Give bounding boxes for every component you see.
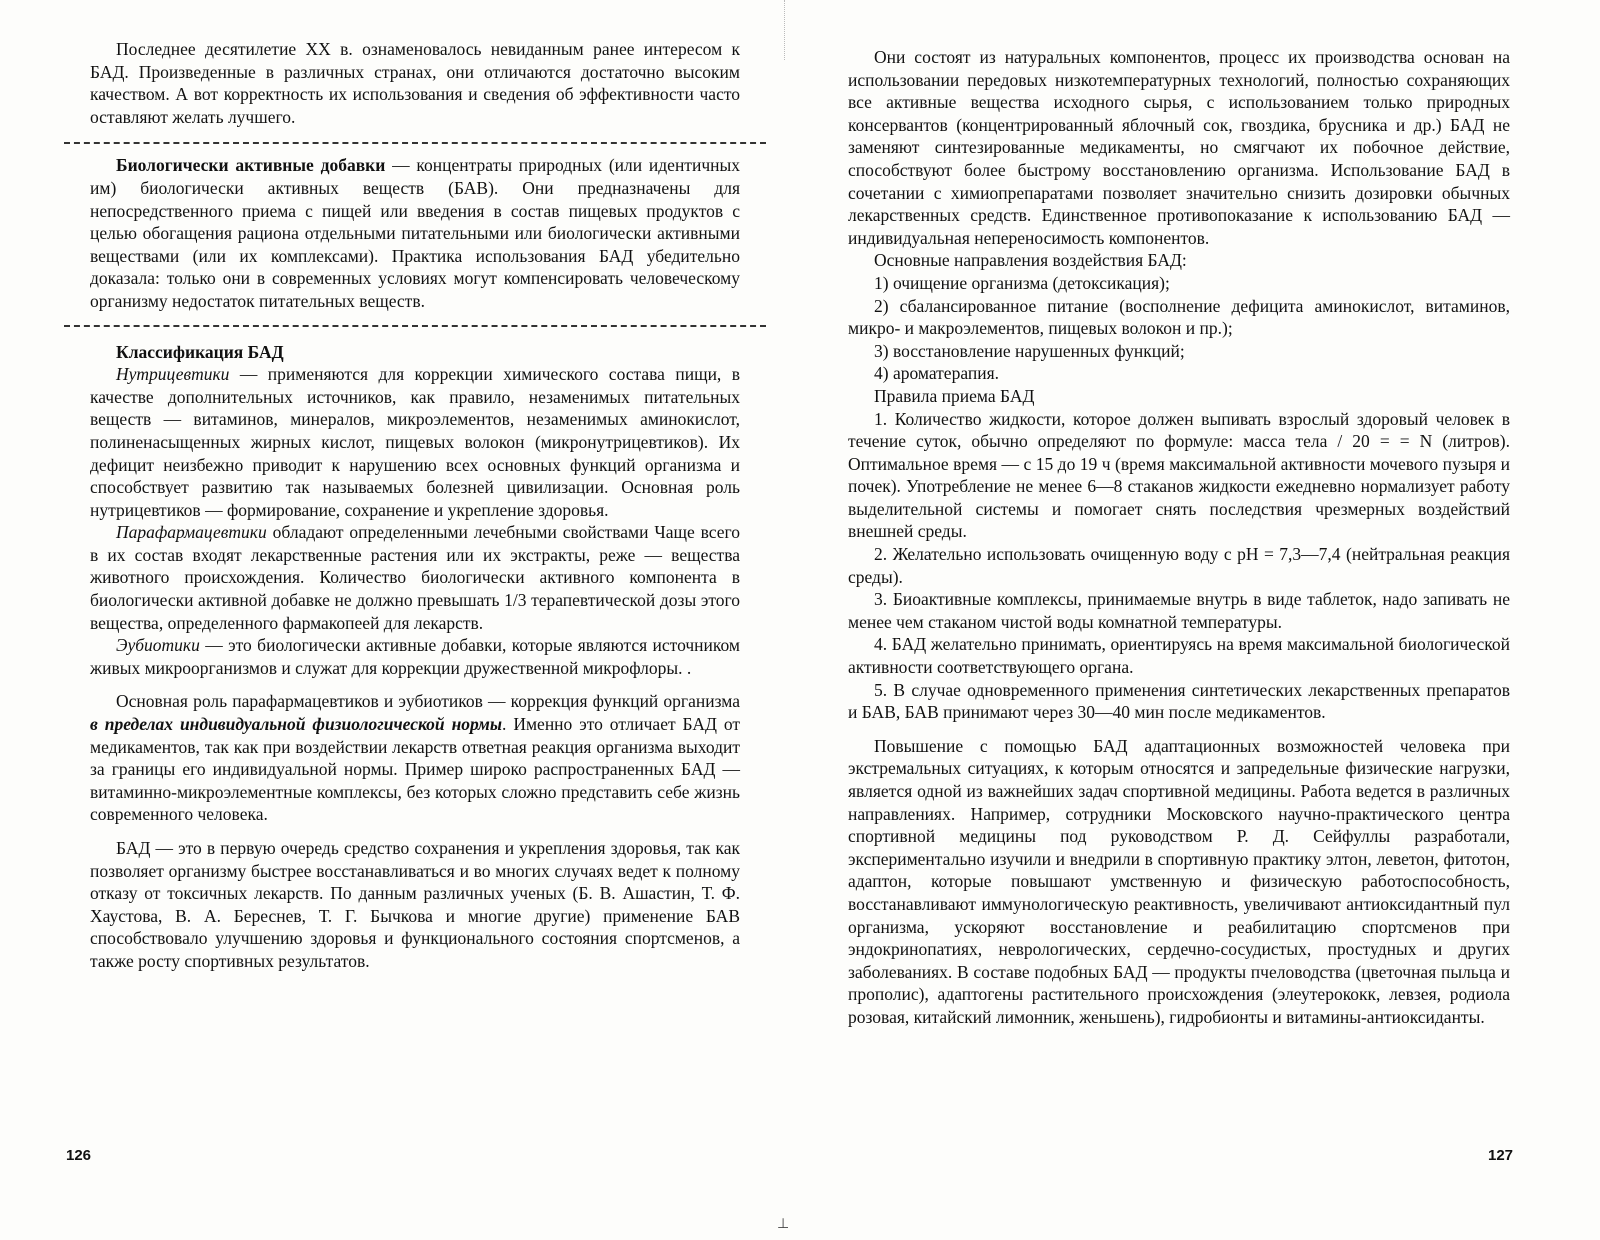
directions-title: Основные направления воздействия БАД: <box>874 250 1187 271</box>
role-paragraph <box>90 690 740 826</box>
nutraceuticals-paragraph <box>90 363 740 521</box>
eubiotics-paragraph <box>90 634 740 679</box>
parapharmaceuticals-paragraph <box>90 521 740 634</box>
direction-item: 3) восстановление нарушенных функций; <box>874 340 1185 361</box>
definition-term: Биологически активные добавки <box>116 155 386 176</box>
eubiotics-text: — это биологически активные добавки, которые являются источником живых микроорганизмов и служат для коррекции дружественной микрофлоры. . <box>90 635 740 678</box>
direction-item: 2) сбалансированное питание (восполнение дефицита аминокислот, витаминов, микро- и макроэлементов, пищевых волокон и пр.); <box>848 295 1510 339</box>
rule-item: 5. В случае одновременного применения синтетических лекарственных препаратов и БАВ, БАВ принимают через 30—40 мин после медикаментов. <box>848 679 1510 723</box>
rule-item: 3. Биоактивные комплексы, принимаемые внутрь в виде таблеток, надо запивать не менее чем стаканом чистой воды комнатной температуры. <box>848 589 1510 632</box>
classification-heading: Классификация БАД <box>116 341 284 362</box>
role-emphasis: в пределах индивидуальной физиологической нормы <box>90 714 503 735</box>
gutter-mark: ⊥ <box>777 1216 790 1232</box>
definition-box <box>64 142 766 326</box>
definition-paragraph <box>90 154 740 312</box>
health-paragraph: БАД — это в первую очередь средство сохранения и укрепления здоровья, так как позволяет организму быстрее восстанавливаться и во многих случаях ведет к полному отказу от токсичных лекарств. По данным различных ученых (Б. В. Ашастин, Т. Ф. Хаустова, В. А. Береснев, Т. Г. Бычкова и многие другие) применение БАВ способствовало улучшению здоровья и функционального состояния спортсменов, а также росту спортивных результатов. <box>90 838 740 971</box>
parapharmaceuticals-text: обладают определенными лечебными свойствами Чаще всего в их состав входят лекарственные растения или их экстракты, реже — вещества животного происхождения. Количество биологически активного компонента в биологически активной добавке не должно превышать 1/3 терапевтической дозы этого вещества, определенного фармакопеей для лекарств. <box>90 522 740 633</box>
rule-item: 2. Желательно использовать очищенную воду с pH = 7,3—7,4 (нейтральная реакция среды). <box>848 544 1510 587</box>
intro-paragraph: Последнее десятилетие XX в. ознаменовалось невиданным ранее интересом к БАД. Произведенные в различных странах, они отличаются достаточно высоким качеством. А вот корректность их использования и сведения об эффективности часто оставляют желать лучшего. <box>90 39 740 127</box>
right-page <box>848 46 1510 1029</box>
parapharmaceuticals-term: Парафармацевтики <box>116 522 267 543</box>
nutraceuticals-term: Нутрицевтики <box>116 364 230 385</box>
left-page <box>90 38 740 973</box>
eubiotics-term: Эубиотики <box>116 635 200 656</box>
rule-item: 4. БАД желательно принимать, ориентируясь на время максимальной биологической активности соответствующего органа. <box>848 634 1510 678</box>
page-number-left: 126 <box>66 1147 92 1164</box>
adaptation-paragraph: Повышение с помощью БАД адаптационных возможностей человека при экстремальных ситуациях, к которым относятся и запредельные физические нагрузки, является одной из важнейших задач спортивной медицины. Работа ведется в различных направлениях. Например, сотрудники Московского научно-практического центра спортивной медицины под руководством Р. Д. Сейфуллы разработали, экспериментально изучили и внедрили в спортивную практику элтон, леветон, фитотон, адаптон, которые повышают умственную и физическую работоспособность, восстанавливают иммунологическую реактивность, увеличивают антиоксидантный пул организма, ускоряют восстановление и реабилитацию спортсменов при эндокринопатиях, неврологических, сердечно-сосудистых, простудных и других заболеваниях. В составе подобных БАД — продукты пчеловодства (цветочная пыльца и прополис), адаптогены растительного происхождения (элеутерококк, левзея, родиола розовая, китайский лимонник, женьшень), гидробионты и витамины-антиоксиданты. <box>848 735 1510 1027</box>
page-number-right: 127 <box>1488 1147 1514 1164</box>
nutraceuticals-text: — применяются для коррекции химического состава пищи, в качестве дополнительных источников, как правило, незаменимых питательных веществ — витаминов, минералов, микроэлементов, незаменимых аминокислот, полиненасыщенных жирных кислот, пищевых волокон (микронутрицевтиков). Их дефицит неизбежно приводит к нарушению всех основных функций организма и способствует развитию так называемых болезней цивилизации. Основная роль нутрицевтиков — формирование, сохранение и укрепление здоровья. <box>90 364 740 520</box>
direction-item: 4) ароматерапия. <box>874 363 1000 384</box>
definition-text: — концентраты природных (или идентичных им) биологически активных веществ (БАВ). Они предназначены для непосредственного приема с пищей или введения в состав пищевых продуктов с целью обогащения рациона отдельными питательными или биологически активными веществами (или их комплексами). Практика использования БАД убедительно доказала: только они в современных условиях могут компенсировать человеческому организму недостаток питательных веществ. <box>90 155 740 311</box>
role-before: Основная роль парафармацевтиков и эубиотиков — коррекция функций организма <box>116 691 740 712</box>
gutter-line <box>784 0 786 60</box>
natural-components-paragraph: Они состоят из натуральных компонентов, процесс их производства основан на использовании передовых низкотемпературных технологий, полностью сохраняющих все активные вещества исходного сырья, с использованием только природных консервантов (концентрированный яблочный сок, гвоздика, брусника и др.) БАД не заменяют синтезированные медикаменты, но смягчают их побочное действие, способствуют более быстрому восстановлению организма. Использование БАД в сочетании с химиопрепаратами позволяет значительно снизить дозировки обычных лекарственных средств. Единственное противопоказание к использованию БАД — индивидуальная непереносимость компонентов. <box>848 47 1510 248</box>
rule-item: 1. Количество жидкости, которое должен выпивать взрослый здоровый человек в течение суток, обычно определяют по формуле: масса тела / 20 = = N (литров). Оптимальное время — с 15 до 19 ч (время максимальной активности мочевого пузыря и почек). Употребление не менее 6—8 стаканов жидкости ежедневно нормализует работу выделительной системы и помогает снять последствия чрезмерных воздействий внешней среды. <box>848 408 1510 542</box>
rules-title: Правила приема БАД <box>874 385 1035 406</box>
direction-item: 1) очищение организма (детоксикация); <box>874 272 1170 293</box>
role-after: . Именно это отличает БАД от медикаментов, так как при воздействии лекарств ответная реакция организма выходит за границы его индивидуальной нормы. Пример широко распространенных БАД — витаминно-микроэлементные комплексы, без которых сложно представить себе жизнь современного человека. <box>90 714 740 825</box>
